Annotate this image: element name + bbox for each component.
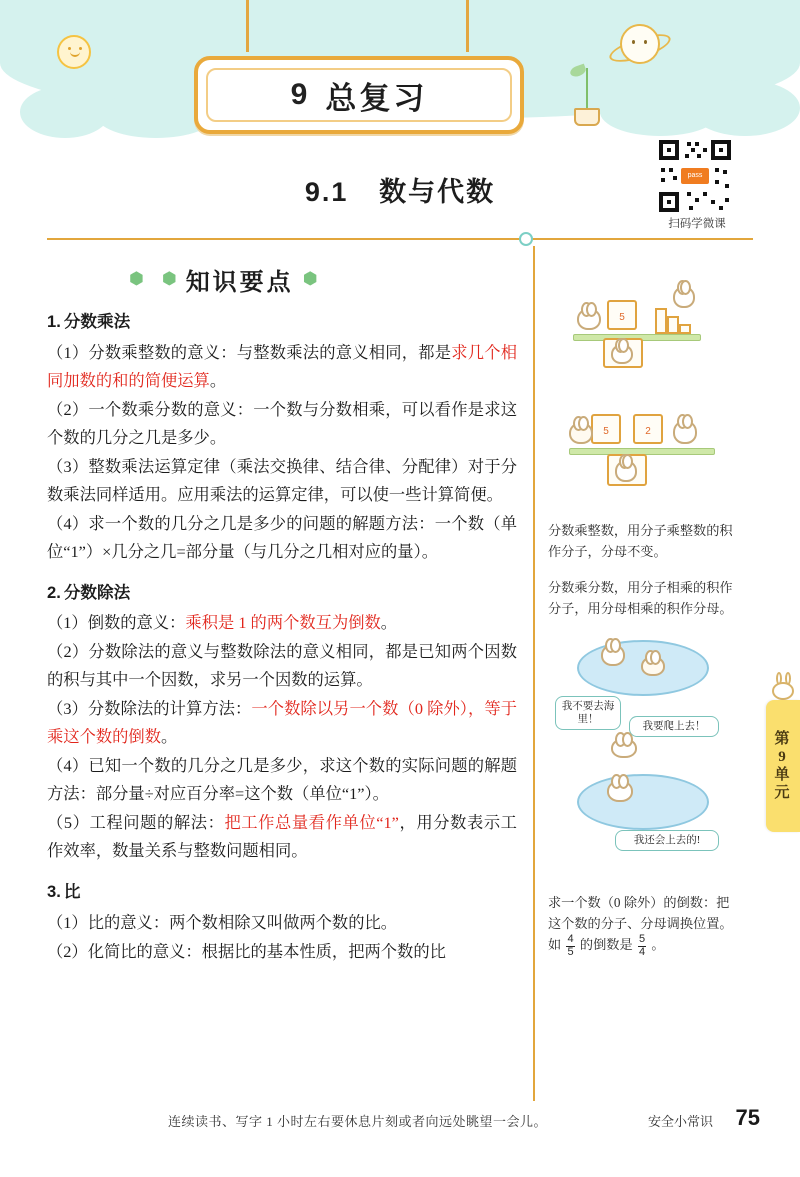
chapter-number: 9 bbox=[290, 78, 308, 111]
paragraph: （5）工程问题的解法：把工作总量看作单位“1”，用分数表示工作效率，数量关系与整数问题相同。 bbox=[47, 813, 517, 861]
knowledge-block bbox=[47, 878, 517, 966]
block-heading: 1. 分数乘法 bbox=[47, 312, 131, 331]
page-footer bbox=[0, 1105, 800, 1151]
child-icon bbox=[673, 420, 697, 444]
stair-step bbox=[667, 316, 679, 334]
dog-icon bbox=[577, 308, 601, 330]
side-note: 分数乘整数，用分子乘整数的积作分子，分母不变。 bbox=[548, 523, 733, 560]
paragraph: （1）比的意义：两个数相除又叫做两个数的比。 bbox=[47, 912, 398, 932]
potted-plant-icon bbox=[568, 58, 608, 128]
section-title: 数与代数 bbox=[379, 177, 496, 207]
cage: 5 bbox=[607, 300, 637, 330]
dog-icon bbox=[569, 422, 593, 444]
unit-tab: 第 9 单 元 bbox=[766, 700, 800, 832]
paragraph: （3）整数乘法运算定律（乘法交换律、结合律、分配律）对于分数乘法同样适用。应用乘法的运算定律，可以使一些计算简便。 bbox=[47, 456, 517, 504]
qr-brand-label: pass bbox=[681, 168, 709, 184]
chapter-title: 总复习 bbox=[325, 80, 428, 116]
cage: 5 bbox=[591, 414, 621, 444]
side-column bbox=[548, 272, 738, 972]
rabbit-icon bbox=[607, 780, 633, 802]
sprout-icon: ⬢ bbox=[129, 269, 144, 288]
knowledge-block bbox=[47, 308, 517, 566]
child-icon bbox=[673, 286, 695, 308]
stair-step bbox=[679, 324, 691, 334]
chapter-title-banner bbox=[194, 56, 524, 134]
knowledge-points-label: 知识要点 bbox=[185, 269, 294, 296]
cloud-bump bbox=[690, 80, 800, 136]
paragraph: （3）分数除法的计算方法：一个数除以另一个数（0 除外），等于乘这个数的倒数。 bbox=[47, 699, 517, 747]
rabbit-icon bbox=[615, 460, 637, 482]
paragraph: （1）倒数的意义：乘积是 1 的两个数互为倒数。 bbox=[47, 613, 398, 633]
rabbit-icon bbox=[611, 344, 633, 364]
main-text-column bbox=[47, 308, 517, 979]
banner-strings bbox=[0, 0, 800, 60]
side-note: 分数乘分数，用分子相乘的积作分子，用分母相乘的积作分母。 bbox=[548, 579, 733, 617]
divider-dot bbox=[519, 232, 533, 246]
fraction-four-fifths: $\frac{4}{5}$ bbox=[567, 933, 574, 958]
cage: 2 bbox=[633, 414, 663, 444]
page-number: 75 bbox=[735, 1105, 760, 1130]
speech-bubble: 我不要去海里！ bbox=[555, 696, 621, 730]
stair-step bbox=[655, 308, 667, 334]
dog-icon bbox=[641, 656, 665, 676]
qr-code-icon[interactable] bbox=[659, 140, 731, 212]
paragraph: （2）化简比的意义：根据比的基本性质，把两个数的比 bbox=[47, 941, 446, 961]
pool bbox=[577, 774, 709, 830]
paragraph: （4）求一个数的几分之几是多少的问题的解题方法：一个数（单位“1”）×几分之几=部分量（与几分之几相对应的量）。 bbox=[47, 513, 517, 561]
horizontal-divider bbox=[47, 238, 753, 240]
paragraph: （4）已知一个数的几分之几是多少，求这个数的实际问题的解题方法：部分量÷对应百分率=这个数（单位“1”）。 bbox=[47, 756, 517, 804]
rabbits-in-cages-diagram bbox=[555, 272, 731, 512]
paragraph: （2）一个数乘分数的意义：一个数与分数相乘，可以看作是求这个数的几分之几是多少。 bbox=[47, 399, 517, 447]
knowledge-points-heading bbox=[120, 258, 420, 300]
paragraph: （1）分数乘整数的意义：与整数乘法的意义相同，都是求几个相同加数的和的简便运算。 bbox=[47, 342, 517, 390]
rabbit-icon bbox=[601, 644, 625, 666]
sprout-icon: ⬢ bbox=[161, 269, 177, 288]
footer-tip: 连续读书、写字 1 小时左右要休息片刻或者向远处眺望一会儿。 bbox=[168, 1114, 548, 1129]
fraction-five-fourths: $\frac{5}{4}$ bbox=[638, 933, 646, 958]
speech-bubble: 我还会上去的! bbox=[615, 830, 719, 851]
qr-code-block[interactable] bbox=[659, 140, 735, 231]
dog-icon bbox=[611, 738, 637, 758]
block-heading: 3. 比 bbox=[47, 882, 81, 902]
knowledge-block bbox=[47, 579, 517, 866]
rabbit-dog-pool-comic bbox=[555, 634, 731, 884]
paragraph: （2）分数除法的意义与整数除法的意义相同，都是已知两个因数的积与其中一个因数，求另一个因数的运算。 bbox=[47, 642, 517, 690]
sprout-icon: ⬢ bbox=[302, 269, 318, 288]
speech-bubble: 我要爬上去！ bbox=[629, 716, 719, 737]
footer-tag: 安全小常识 bbox=[647, 1114, 713, 1129]
qr-caption: 扫码学微课 bbox=[668, 218, 726, 230]
vertical-divider bbox=[533, 246, 535, 1101]
side-note-reciprocal: 求一个数（0 除外）的倒数：把这个数的分子、分母调换位置。如 $\frac{4}{5}$ 的倒数是 $\frac{5}{4}$ 。 bbox=[548, 894, 733, 958]
section-number: 9.1 bbox=[304, 177, 349, 207]
rabbit-icon bbox=[768, 672, 798, 702]
block-heading: 2. 分数除法 bbox=[47, 582, 131, 602]
